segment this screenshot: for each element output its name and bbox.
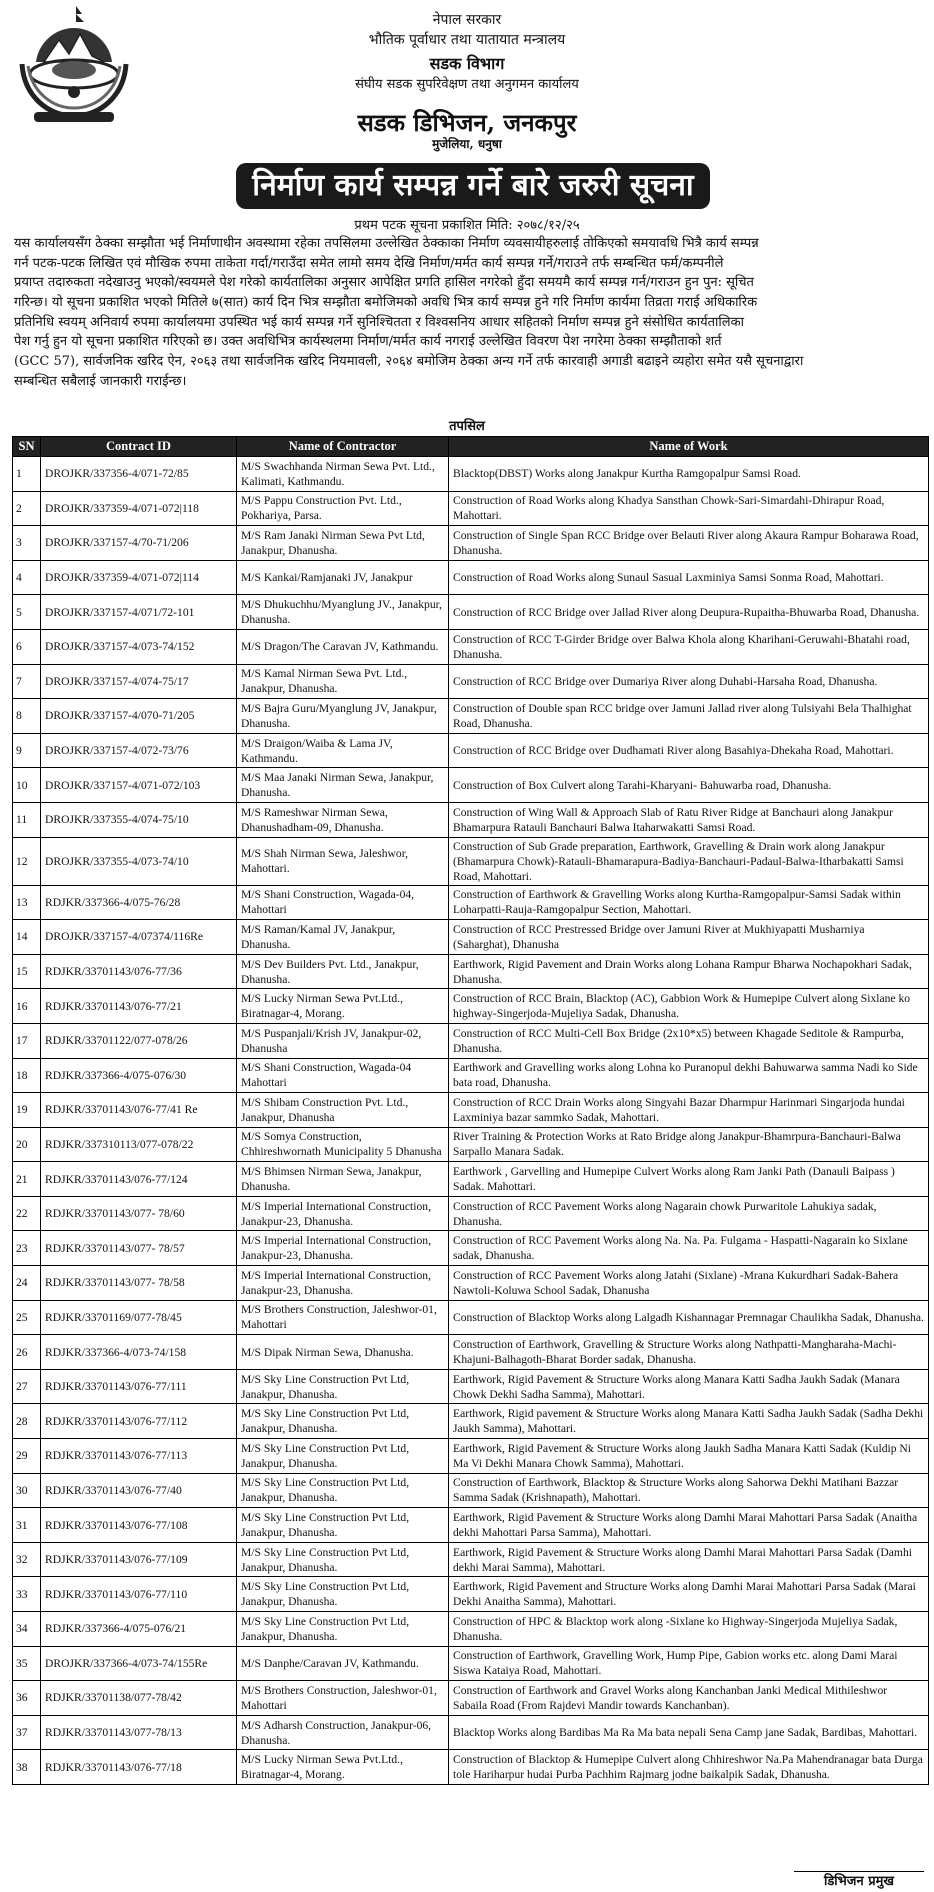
cell-work: Construction of Earthwork, Gravelling & Structure Works along Nathpatti-Mangharaha-Machi-Khajuni-Balhagoth-Bharat Border sadak, Dhanusha. [449,1335,929,1370]
cell-sn: 17 [13,1023,41,1058]
cell-contractor: M/S Sky Line Construction Pvt Ltd, Janakpur, Dhanusha. [237,1542,449,1577]
cell-work: Earthwork , Garvelling and Humepipe Culvert Works along Ram Janki Path (Danauli Baipass ) Sadak. Mahottari. [449,1162,929,1197]
cell-sn: 4 [13,560,41,595]
cell-contractor: M/S Bhimsen Nirman Sewa, Janakpur, Dhanusha. [237,1162,449,1197]
cell-sn: 28 [13,1404,41,1439]
cell-contract-id: DROJKR/337359-4/071-072|114 [41,560,237,595]
column-header-sn: SN [13,437,41,457]
cell-sn: 34 [13,1612,41,1647]
cell-sn: 13 [13,885,41,920]
cell-sn: 37 [13,1715,41,1750]
cell-work: Construction of Earthwork and Gravel Works along Kanchanban Janki Medical Mithileshwor Sabaila Road (From Rajdevi Mandir towards Kanchanban). [449,1681,929,1716]
header-line-3: सडक विभाग [429,54,505,73]
cell-sn: 21 [13,1162,41,1197]
header-line-2: भौतिक पूर्वाधार तथा यातायात मन्त्रालय [368,32,566,48]
table-row [13,885,929,920]
cell-contract-id: RDJKR/33701143/076-77/41 Re [41,1093,237,1128]
contracts-table [12,436,929,1785]
details-heading: तपसिल [449,419,485,434]
body-line: पेश गर्नु हुन यो सूचना प्रकाशित गरिएको छ। उक्त अवधिभित्र कार्यस्थलमा निर्माण/मर्मत कार्य नगराई उल्लेखित विवरण पेश नगरेमा ठेक्का सम्झौताको शर्त [14,334,722,350]
table-row [13,491,929,526]
cell-contractor: M/S Imperial International Construction, Janakpur-23, Dhanusha. [237,1196,449,1231]
cell-contract-id: DROJKR/337356-4/071-72/85 [41,457,237,492]
table-row [13,733,929,768]
cell-work: Construction of Road Works along Sunaul Sasual Laxminiya Samsi Sonma Road, Mahottari. [449,560,929,595]
table-body [13,457,929,1785]
table-row [13,989,929,1024]
cell-work: Construction of RCC Pavement Works along Nagarain chowk Purwaritole Lahukiya sadak, Dhanusha. [449,1196,929,1231]
cell-contractor: M/S Imperial International Construction, Janakpur-23, Dhanusha. [237,1266,449,1301]
cell-sn: 3 [13,526,41,561]
cell-contractor: M/S Dipak Nirman Sewa, Dhanusha. [237,1335,449,1370]
cell-contractor: M/S Kamal Nirman Sewa Pvt. Ltd., Janakpur, Dhanusha. [237,664,449,699]
cell-work: Construction of Road Works along Khadya Sansthan Chowk-Sari-Simardahi-Dhirapur Road, Mahottari. [449,491,929,526]
cell-sn: 7 [13,664,41,699]
cell-sn: 16 [13,989,41,1024]
table-row [13,768,929,803]
cell-contract-id: DROJKR/337359-4/071-072|118 [41,491,237,526]
cell-contract-id: RDJKR/33701143/076-77/111 [41,1369,237,1404]
notice-title: निर्माण कार्य सम्पन्न गर्ने बारे जरुरी सूचना [236,163,710,209]
cell-contract-id: RDJKR/33701143/076-77/112 [41,1404,237,1439]
table-row [13,1439,929,1474]
table-row [13,664,929,699]
cell-work: Earthwork, Rigid Pavement & Structure Works along Damhi Marai Mahottari Parsa Sadak (Anaitha dekhi Mahottari Parsa Samma), Mahottari. [449,1508,929,1543]
cell-contractor: M/S Sky Line Construction Pvt Ltd, Janakpur, Dhanusha. [237,1612,449,1647]
cell-contract-id: RDJKR/33701143/077- 78/60 [41,1196,237,1231]
cell-contractor: M/S Draigon/Waiba & Lama JV, Kathmandu. [237,733,449,768]
cell-sn: 19 [13,1093,41,1128]
cell-contractor: M/S Maa Janaki Nirman Sewa, Janakpur, Dhanusha. [237,768,449,803]
cell-contract-id: RDJKR/33701143/076-77/124 [41,1162,237,1197]
cell-sn: 20 [13,1127,41,1162]
cell-work: Construction of Wing Wall & Approach Slab of Ratu River Ridge at Banchauri along Janakpur Bhamarpura Ratauli Banchauri Balwa Itaharwakatti Samsi Road. [449,802,929,837]
office-name: सडक डिभिजन, जनकपुर [357,108,577,137]
cell-sn: 33 [13,1577,41,1612]
cell-work: Construction of Earthwork, Gravelling Work, Hump Pipe, Gabion works etc. along Dami Marai Siswa Kataiya Road, Mahottari. [449,1646,929,1681]
cell-contractor: M/S Somya Construction, Chhireshwornath Municipality 5 Dhanusha [237,1127,449,1162]
body-line: प्रतिनिधि स्वयम् अनिवार्य रुपमा कार्यालयमा उपस्थित भई कार्य सम्पन्न गर्ने सुनिश्चितता र विश्वसनिय आधार सहितको निर्माण सम्पन्न हुने संसोधित कार्यतालिका [14,314,744,330]
cell-work: Construction of RCC Brain, Blacktop (AC), Gabbion Work & Humepipe Culvert along Sixlane ko highway-Singerjoda-Mujeliya Sadak, Dhanusha. [449,989,929,1024]
cell-contract-id: DROJKR/337157-4/073-74/152 [41,629,237,664]
cell-sn: 18 [13,1058,41,1093]
cell-sn: 30 [13,1473,41,1508]
table-row [13,1473,929,1508]
cell-sn: 15 [13,954,41,989]
table-row [13,1369,929,1404]
cell-work: Blacktop Works along Bardibas Ma Ra Ma bata nepali Sena Camp jane Sadak, Bardibas, Mahottari. [449,1715,929,1750]
cell-contractor: M/S Raman/Kamal JV, Janakpur, Dhanusha. [237,920,449,955]
column-header-work: Name of Work [449,437,929,457]
table-row [13,1127,929,1162]
table-row [13,1508,929,1543]
cell-sn: 35 [13,1646,41,1681]
table-row [13,1542,929,1577]
cell-contract-id: RDJKR/337366-4/075-076/30 [41,1058,237,1093]
cell-contractor: M/S Bajra Guru/Myanglung JV, Janakpur, Dhanusha. [237,699,449,734]
cell-contractor: M/S Dev Builders Pvt. Ltd., Janakpur, Dhanusha. [237,954,449,989]
table-row [13,802,929,837]
cell-work: Earthwork, Rigid Pavement & Structure Works along Jaukh Sadha Manara Katti Sadak (Kuldip Ni Ma Vi Dekhi Manara Chowk Samma), Mahottari. [449,1439,929,1474]
cell-contract-id: RDJKR/337366-4/075-76/28 [41,885,237,920]
cell-contract-id: DROJKR/337157-4/70-71/206 [41,526,237,561]
cell-sn: 38 [13,1750,41,1785]
cell-contract-id: RDJKR/33701143/077- 78/57 [41,1231,237,1266]
cell-work: Earthwork, Rigid Pavement and Drain Works along Lohana Rampur Bharwa Nochapokhari Sadak, Dhanusha. [449,954,929,989]
cell-contract-id: DROJKR/337157-4/074-75/17 [41,664,237,699]
table-row [13,1162,929,1197]
cell-contract-id: RDJKR/33701138/077-78/42 [41,1681,237,1716]
cell-contract-id: RDJKR/33701143/076-77/40 [41,1473,237,1508]
cell-work: Construction of RCC Pavement Works along Jatahi (Sixlane) -Mrana Kukurdhari Sadak-Bahera Nawtoli-Koluwa School Sadak, Dhanusha [449,1266,929,1301]
cell-contract-id: RDJKR/337366-4/073-74/158 [41,1335,237,1370]
cell-contractor: M/S Sky Line Construction Pvt Ltd, Janakpur, Dhanusha. [237,1508,449,1543]
cell-contractor: M/S Danphe/Caravan JV, Kathmandu. [237,1646,449,1681]
table-row [13,1404,929,1439]
signature-title: डिभिजन प्रमुख [794,1871,924,1892]
table-row [13,954,929,989]
cell-work: Construction of RCC Bridge over Dudhamati River along Basahiya-Dhekaha Road, Mahottari. [449,733,929,768]
table-row [13,560,929,595]
cell-work: Construction of Sub Grade preparation, Earthwork, Gravelling & Drain work along Janakpur (Bhamarpura Chowk)-Ratauli-Bhamarapura-Badiya-Banchauri-Padaul-Balwa-Itharbakatti Samsi Road, Mahottari. [449,837,929,885]
cell-contractor: M/S Sky Line Construction Pvt Ltd, Janakpur, Dhanusha. [237,1404,449,1439]
cell-work: River Training & Protection Works at Rato Bridge along Janakpur-Bhamrpura-Banchauri-Balwa Sarpallo Manara Sadak. [449,1127,929,1162]
cell-contract-id: DROJKR/337366-4/073-74/155Re [41,1646,237,1681]
cell-contract-id: DROJKR/337157-4/071/72-101 [41,595,237,630]
table-row [13,1577,929,1612]
table-row [13,1335,929,1370]
cell-sn: 22 [13,1196,41,1231]
letterhead [0,0,934,162]
cell-contractor: M/S Shani Construction, Wagada-04, Mahottari [237,885,449,920]
cell-work: Construction of RCC Pavement Works along Na. Na. Pa. Fulgama - Haspatti-Nagarain ko Sixlane sadak, Dhanusha. [449,1231,929,1266]
cell-contract-id: DROJKR/337157-4/071-072/103 [41,768,237,803]
header-line-1: नेपाल सरकार [432,12,502,28]
table-row [13,595,929,630]
cell-contract-id: DROJKR/337355-4/073-74/10 [41,837,237,885]
cell-sn: 31 [13,1508,41,1543]
table-row [13,457,929,492]
cell-contractor: M/S Lucky Nirman Sewa Pvt.Ltd., Biratnagar-4, Morang. [237,989,449,1024]
cell-contract-id: DROJKR/337157-4/07374/116Re [41,920,237,955]
cell-contractor: M/S Dhukuchhu/Myanglung JV., Janakpur, Dhanusha. [237,595,449,630]
cell-work: Construction of Single Span RCC Bridge over Belauti River along Akaura Rampur Boharawa Road, Dhanusha. [449,526,929,561]
table-row [13,1715,929,1750]
table-row [13,526,929,561]
header-line-4: संघीय सडक सुपरिवेक्षण तथा अनुगमन कार्यालय [355,77,579,92]
cell-contractor: M/S Sky Line Construction Pvt Ltd, Janakpur, Dhanusha. [237,1369,449,1404]
cell-contract-id: RDJKR/33701122/077-078/26 [41,1023,237,1058]
cell-sn: 9 [13,733,41,768]
table-row [13,1231,929,1266]
cell-contractor: M/S Sky Line Construction Pvt Ltd, Janakpur, Dhanusha. [237,1473,449,1508]
cell-sn: 27 [13,1369,41,1404]
cell-contractor: M/S Pappu Construction Pvt. Ltd., Pokhariya, Parsa. [237,491,449,526]
cell-sn: 6 [13,629,41,664]
cell-sn: 24 [13,1266,41,1301]
cell-contract-id: RDJKR/337310113/077-078/22 [41,1127,237,1162]
cell-sn: 29 [13,1439,41,1474]
cell-contractor: M/S Lucky Nirman Sewa Pvt.Ltd., Biratnagar-4, Morang. [237,1750,449,1785]
table-row [13,1023,929,1058]
cell-work: Earthwork, Rigid Pavement and Structure Works along Damhi Marai Mahottari Parsa Sadak (Marai Dekhi Anaitha Samma), Mahottari. [449,1577,929,1612]
table-row [13,699,929,734]
table-row [13,1093,929,1128]
notice-body [14,234,918,392]
cell-contractor: M/S Brothers Construction, Jaleshwor-01, Mahottari [237,1300,449,1335]
cell-work: Construction of Blacktop & Humepipe Culvert along Chhireshwor Na.Pa Mahendranagar bata Durga tole Hariharpur hudai Purba Pachhim Rajmarg jodne baikalpik Sadak, Dhanusha. [449,1750,929,1785]
cell-contractor: M/S Ram Janaki Nirman Sewa Pvt Ltd, Janakpur, Dhanusha. [237,526,449,561]
cell-contract-id: RDJKR/33701169/077-78/45 [41,1300,237,1335]
cell-contractor: M/S Puspanjali/Krish JV, Janakpur-02, Dhanusha [237,1023,449,1058]
office-location: मुजेलिया, धनुषा [432,137,502,151]
cell-contract-id: DROJKR/337355-4/074-75/10 [41,802,237,837]
cell-contract-id: RDJKR/33701143/076-77/109 [41,1542,237,1577]
cell-contract-id: RDJKR/33701143/076-77/18 [41,1750,237,1785]
table-row [13,629,929,664]
table-row [13,1646,929,1681]
cell-contractor: M/S Sky Line Construction Pvt Ltd, Janakpur, Dhanusha. [237,1577,449,1612]
table-row [13,837,929,885]
table-row [13,920,929,955]
table-row [13,1612,929,1647]
cell-contractor: M/S Shani Construction, Wagada-04 Mahottari [237,1058,449,1093]
cell-contractor: M/S Rameshwar Nirman Sewa, Dhanushadham-09, Dhanusha. [237,802,449,837]
cell-work: Construction of Double span RCC bridge over Jamuni Jallad river along Tulsiyahi Bela Thalhighat Road, Dhanusha. [449,699,929,734]
cell-contract-id: RDJKR/33701143/076-77/21 [41,989,237,1024]
cell-contract-id: RDJKR/33701143/076-77/110 [41,1577,237,1612]
cell-work: Construction of RCC Drain Works along Singyahi Bazar Dharmpur Harinmari Singarjoda hundai Laxminiya bazar sammko Sadak, Mahottari. [449,1093,929,1128]
table-row [13,1196,929,1231]
cell-sn: 11 [13,802,41,837]
table-row [13,1750,929,1785]
cell-contractor: M/S Adharsh Construction, Janakpur-06, Dhanusha. [237,1715,449,1750]
publish-date: प्रथम पटक सूचना प्रकाशित मिति: २०७८/१२/२५ [354,218,580,233]
body-line: (GCC 57), सार्वजनिक खरिद ऐन, २०६३ तथा सार्वजनिक खरिद नियमावली, २०६४ बमोजिम ठेक्का अन्य गर्ने तर्फ कारवाही अगाडी बढाइने व्यहोरा समेत यसै सूचनाद्वारा [14,354,804,370]
cell-work: Construction of Earthwork & Gravelling Works along Kurtha-Ramgopalpur-Samsi Sadak within Loharpatti-Rauja-Ramgopalpur Section, Mahottari. [449,885,929,920]
body-line: गरिन्छ। यो सूचना प्रकाशित भएको मितिले ७(सात) कार्य दिन भित्र सम्झौता बमोजिमको अवधि भित्र कार्य सम्पन्न हुने गरि निर्माण कार्यमा तिव्रता गराई अधिकारिक [14,295,758,311]
body-line: यस कार्यालयसँग ठेक्का सम्झौता भई निर्माणाधीन अवस्थामा रहेका तपसिलमा उल्लेखित ठेक्काका निर्माण व्यवसायीहरुलाई तोकिएको समयावधि भित्रै कार्य सम्पन्न [14,236,759,251]
body-line: गर्न पटक-पटक लिखित एवं मौखिक रुपमा ताकेता गर्दा/गराउँदा समेत लामो समय देखि निर्माण/मर्मत कार्य सम्पन्न गर्ने/गराउने तर्फ सम्बन्धित फर्म/कम्पनीले [14,255,724,271]
cell-work: Construction of HPC & Blacktop work along -Sixlane ko Highway-Singerjoda Mujeliya Sadak, Dhanusha. [449,1612,929,1647]
body-line: प्रयाप्त तदारुकता नदेखाउनु भएको/स्वयमले पेश गरेको कार्यतालिका अनुसार आपेक्षित प्रगति हासिल नगरेको हुँदा समयमै कार्य सम्पन्न गर्न/गराउन हुन पुन: सूचित [14,275,754,291]
cell-sn: 36 [13,1681,41,1716]
cell-sn: 2 [13,491,41,526]
cell-contract-id: RDJKR/33701143/077-78/13 [41,1715,237,1750]
cell-sn: 25 [13,1300,41,1335]
cell-contract-id: RDJKR/337366-4/075-076/21 [41,1612,237,1647]
cell-contractor: M/S Sky Line Construction Pvt Ltd, Janakpur, Dhanusha. [237,1439,449,1474]
cell-contractor: M/S Imperial International Construction, Janakpur-23, Dhanusha. [237,1231,449,1266]
cell-work: Construction of Earthwork, Blacktop & Structure Works along Sahorwa Dekhi Matihani Bazzar Samma Sadak (Krishnapath), Mahottari. [449,1473,929,1508]
cell-sn: 26 [13,1335,41,1370]
table-header-row [13,437,929,457]
cell-work: Construction of RCC Prestressed Bridge over Jamuni River at Mukhiyapatti Musharniya (Saharghat), Dhanusha [449,920,929,955]
table-row [13,1681,929,1716]
cell-work: Construction of Blacktop Works along Lalgadh Kishannagar Premnagar Chaulikha Sadak, Dhanusha. [449,1300,929,1335]
cell-contract-id: RDJKR/33701143/076-77/113 [41,1439,237,1474]
cell-sn: 10 [13,768,41,803]
table-row [13,1058,929,1093]
cell-sn: 12 [13,837,41,885]
table-row [13,1266,929,1301]
cell-work: Construction of RCC Bridge over Jallad River along Deupura-Rupaitha-Bhuwarba Road, Dhanusha. [449,595,929,630]
cell-work: Earthwork, Rigid pavement & Structure Works along Manara Katti Sadha Jaukh Sadak (Sadha Dekhi Jaukh Samma), Mahottari. [449,1404,929,1439]
cell-work: Construction of RCC Bridge over Dumariya River along Duhabi-Harsaha Road, Dhanusha. [449,664,929,699]
cell-work: Earthwork, Rigid Pavement & Structure Works along Damhi Marai Mahottari Parsa Sadak (Damhi dekhi Marai Samma), Mahottari. [449,1542,929,1577]
table-row [13,1300,929,1335]
cell-sn: 8 [13,699,41,734]
cell-sn: 32 [13,1542,41,1577]
cell-contract-id: DROJKR/337157-4/072-73/76 [41,733,237,768]
cell-sn: 1 [13,457,41,492]
cell-contractor: M/S Swachhanda Nirman Sewa Pvt. Ltd., Kalimati, Kathmandu. [237,457,449,492]
cell-sn: 23 [13,1231,41,1266]
cell-contractor: M/S Kankai/Ramjanaki JV, Janakpur [237,560,449,595]
cell-sn: 14 [13,920,41,955]
cell-contractor: M/S Shibam Construction Pvt. Ltd., Janakpur, Dhanusha [237,1093,449,1128]
cell-work: Construction of RCC Multi-Cell Box Bridge (2x10*x5) between Khagade Seditole & Rampurba, Dhanusha. [449,1023,929,1058]
cell-work: Construction of RCC T-Girder Bridge over Balwa Khola along Kharihani-Geruwahi-Bhatahi road, Dhanusha. [449,629,929,664]
cell-work: Earthwork, Rigid Pavement & Structure Works along Manara Katti Sadha Jaukh Sadak (Manara Chowk Dekhi Sadha Samma), Mahottari. [449,1369,929,1404]
cell-contract-id: RDJKR/33701143/076-77/108 [41,1508,237,1543]
cell-work: Blacktop(DBST) Works along Janakpur Kurtha Ramgopalpur Samsi Road. [449,457,929,492]
cell-contractor: M/S Dragon/The Caravan JV, Kathmandu. [237,629,449,664]
cell-sn: 5 [13,595,41,630]
cell-contract-id: RDJKR/33701143/076-77/36 [41,954,237,989]
column-header-contract-id: Contract ID [41,437,237,457]
cell-contractor: M/S Brothers Construction, Jaleshwor-01, Mahottari [237,1681,449,1716]
cell-contract-id: DROJKR/337157-4/070-71/205 [41,699,237,734]
cell-work: Construction of Box Culvert along Tarahi-Kharyani- Bahuwarba road, Dhanusha. [449,768,929,803]
cell-contract-id: RDJKR/33701143/077- 78/58 [41,1266,237,1301]
body-line: सम्बन्धित सबैलाई जानकारी गराईन्छ। [14,373,187,389]
cell-contractor: M/S Shah Nirman Sewa, Jaleshwor, Mahottari. [237,837,449,885]
cell-work: Earthwork and Gravelling works along Lohna ko Puranopul dekhi Bahuwarwa samma Nadi ko Side bata road, Dhanusha. [449,1058,929,1093]
column-header-contractor: Name of Contractor [237,437,449,457]
